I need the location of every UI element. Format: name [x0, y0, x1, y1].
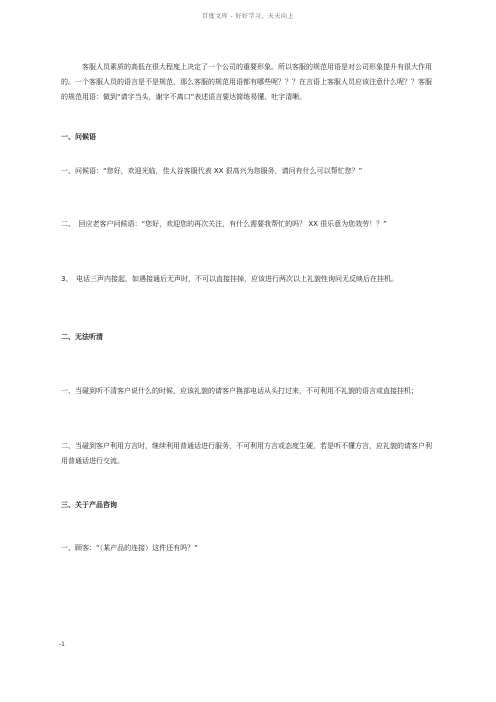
greeting-paragraph-3: 3、 电话三声内接起，如遇接通后无声时，不可以直接挂掉，应该进行两次以上礼貌性询问无反映后在挂机。: [61, 275, 398, 283]
unclear-paragraph-1: 一、当碰到听不清客户说什么的时候，应该礼貌的请客户换部电话从头打过来，不可利用不礼貌的语言或直接挂机；: [61, 387, 418, 395]
section-heading-greetings: 一、问候语: [61, 133, 96, 141]
unclear-paragraph-2: 二、当碰到客户利用方言时，继续利用普通话进行服务，不可利用方言或态度生硬，若是听不懂方言，应礼貌的请客户利用普通话进行交流。: [61, 442, 432, 465]
section-heading-unclear: 二、无法听清: [61, 333, 103, 341]
intro-paragraph: 客服人员素质的高低在很大程度上决定了一个公司的重要形象。所以客服的规范用语是对公司形象提升有很大作用的。一个客服人员的语言是不是规范，那么客服的规范用语都有哪些呢？？？在言语上客服人员应该注意什么呢？？客服的规范用语：做到“请字当头，谢字不离口”表述语言要达简练易懂、吐字清晰。: [61, 63, 432, 101]
page-number: -1: [59, 641, 65, 648]
section-heading-product: 三、关于产品咨询: [61, 501, 117, 509]
product-paragraph-1: 一、顾客：“（某产品的连接）这件还有吗？”: [61, 544, 198, 552]
greeting-paragraph-1: 一、问候语：“您好，欢迎光临，佳人谷客服代表 XX 很高兴为您服务，请问有什么可以帮忙您？”: [61, 167, 363, 175]
greeting-paragraph-2: 二、 回应老客户问候语：“您好，欢迎您的再次关注，有什么需要我帮忙的吗？ XX 很乐意为您效劳！？”: [61, 220, 387, 228]
page-header: 百度文库 - 好好学习，天天向上: [202, 13, 294, 20]
